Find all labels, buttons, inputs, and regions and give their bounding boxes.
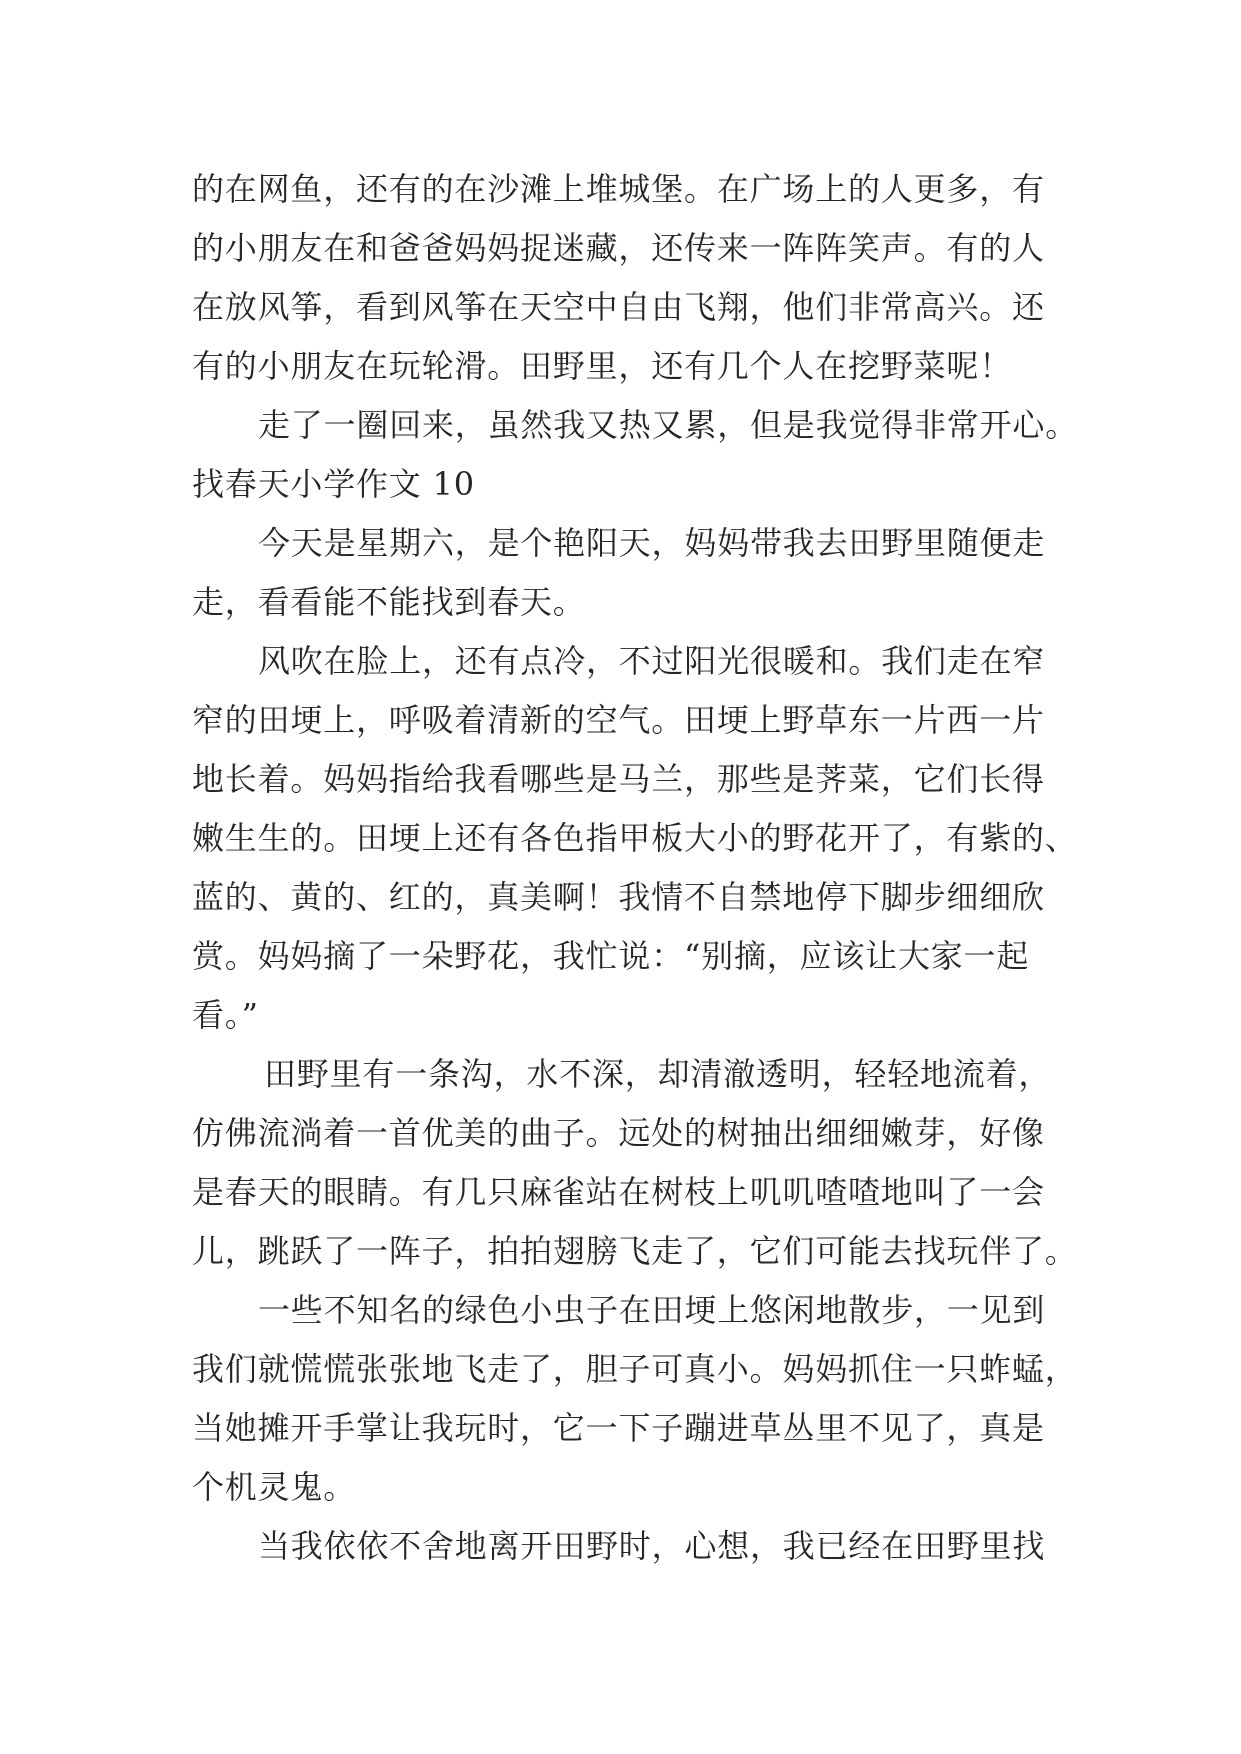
text-line: 的小朋友在和爸爸妈妈捉迷藏，还传来一阵阵笑声。有的人 (192, 229, 1045, 267)
text-line: 走，看看能不能找到春天。 (192, 583, 586, 621)
text-line: 田野里有一条沟，水不深，却清澈透明，轻轻地流着， (264, 1055, 1052, 1093)
text-line: 蓝的、黄的、红的，真美啊！我情不自禁地停下脚步细细欣 (192, 878, 1045, 916)
text-line: 儿，跳跃了一阵子，拍拍翅膀飞走了，它们可能去找玩伴了。 (192, 1232, 1078, 1270)
text-line: 仿佛流淌着一首优美的曲子。远处的树抽出细细嫩芽，好像 (192, 1114, 1045, 1152)
text-line: 的在网鱼，还有的在沙滩上堆城堡。在广场上的人更多，有 (192, 170, 1045, 208)
text-line: 赏。妈妈摘了一朵野花，我忙说：“别摘，应该让大家一起 (192, 937, 1030, 975)
text-line: 嫩生生的。田埂上还有各色指甲板大小的野花开了，有紫的、 (192, 819, 1078, 857)
text-line: 当她摊开手掌让我玩时，它一下子蹦进草丛里不见了，真是 (192, 1409, 1045, 1447)
text-line: 有的小朋友在玩轮滑。田野里，还有几个人在挖野菜呢！ (192, 347, 1013, 385)
essay-text (192, 160, 1079, 1576)
section-heading: 找春天小学作文 10 (192, 465, 475, 503)
text-line: 是春天的眼睛。有几只麻雀站在树枝上叽叽喳喳地叫了一会 (192, 1173, 1045, 1211)
text-line: 风吹在脸上，还有点冷，不过阳光很暖和。我们走在窄 (258, 642, 1046, 680)
text-line: 个机灵鬼。 (192, 1468, 357, 1506)
text-line: 看。” (192, 996, 259, 1034)
text-line: 在放风筝，看到风筝在天空中自由飞翔，他们非常高兴。还 (192, 288, 1045, 326)
text-line: 我们就慌慌张张地飞走了，胆子可真小。妈妈抓住一只蚱蜢， (192, 1350, 1078, 1388)
text-line: 今天是星期六，是个艳阳天，妈妈带我去田野里随便走 (258, 524, 1046, 562)
text-line: 窄的田埂上，呼吸着清新的空气。田埂上野草东一片西一片 (192, 701, 1045, 739)
text-line: 走了一圈回来，虽然我又热又累，但是我觉得非常开心。 (258, 406, 1079, 444)
text-line: 一些不知名的绿色小虫子在田埂上悠闲地散步，一见到 (258, 1291, 1046, 1329)
text-line: 地长着。妈妈指给我看哪些是马兰，那些是荠菜，它们长得 (192, 760, 1045, 798)
text-line: 当我依依不舍地离开田野时，心想，我已经在田野里找 (258, 1527, 1046, 1565)
